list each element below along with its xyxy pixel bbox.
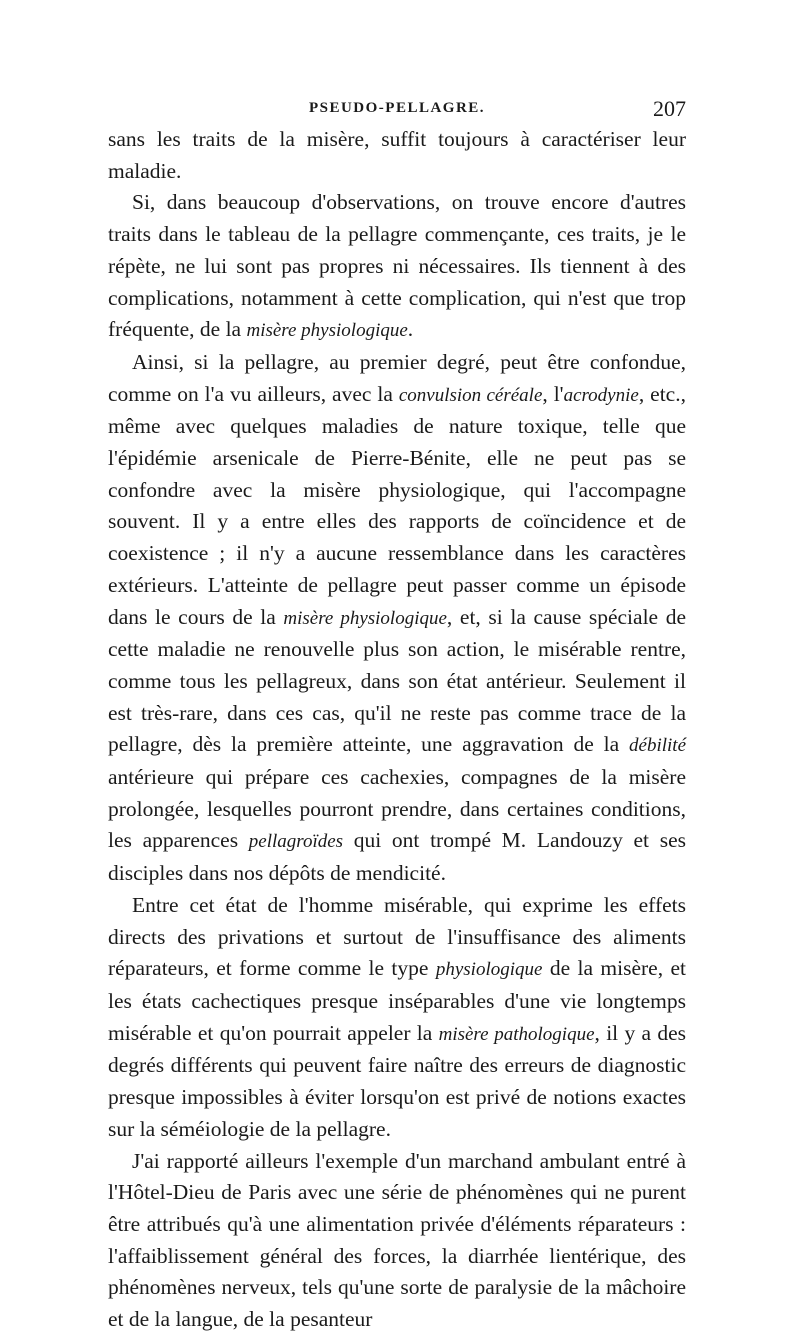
text-run: de la misère, et les états cachectiques presque inséparables d'une vie longtemps misérable et qu'on pourrait appeler la	[108, 956, 686, 1045]
paragraph	[108, 124, 686, 187]
text-run: .	[407, 317, 414, 342]
text-run: Si, dans beaucoup d'observations, on trouve encore d'autres traits dans le tableau de la pellagre commençante, ces traits, je le répète, ne lui sont pas propres ni nécessaires. Ils tiennent à des complications, notamment à cette complication, qui n'est que trop fréquente, de la	[108, 190, 686, 342]
text-run: Entre cet état de l'homme misérable, qui exprime les effets directs des privations et surtout de l'insuffisance des aliments réparateurs, et forme comme le type	[108, 892, 686, 981]
italic-term: pellagroïdes	[248, 831, 344, 853]
paragraph	[108, 890, 686, 1146]
page-number: 207	[653, 96, 686, 121]
paragraph	[108, 187, 686, 347]
italic-term: misère pathologique	[438, 1023, 595, 1045]
text-run: Ainsi, si la pellagre, au premier degré, peut être confondue, comme on l'a vu ailleurs, avec la	[108, 349, 686, 406]
page-header	[108, 96, 686, 124]
text-run: J'ai rapporté ailleurs l'exemple d'un marchand ambulant entré à l'Hôtel-Dieu de Paris avec une série de phénomènes qui ne purent être attribués qu'à une alimentation privée d'éléments réparateurs : l'affaiblissement général des forces, la diarrhée lientérique, des phénomènes nerveux, tels qu'une sorte de paralysie de la mâchoire et de la langue, de la pesanteur	[108, 1148, 686, 1332]
italic-term: débilité	[629, 735, 686, 757]
text-run: , etc., même avec quelques maladies de nature toxique, telle que l'épidémie arsenicale de Pierre-Bénite, elle ne peut pas se confondre avec la misère physiologique, qui l'accompagne souvent. Il y a entre elles des rapports de coïncidence et de coexistence ; il n'y a aucune ressemblance dans les caractères extérieurs. L'atteinte de pellagre peut passer comme un épisode dans le cours de la	[108, 381, 686, 629]
paragraph	[108, 347, 686, 890]
italic-term: physiologique	[435, 959, 543, 981]
text-run: , et, si la cause spéciale de cette maladie ne renouvelle plus son action, le misérable rentre, comme tous les pellagreux, dans son état antérieur. Seulement il est très-rare, dans ces cas, qu'il ne reste pas comme trace de la pellagre, dès la première atteinte, une aggravation de la	[108, 604, 686, 757]
text-run: sans les traits de la misère, suffit toujours à caractériser leur maladie.	[108, 127, 686, 183]
text-run: , il y a des degrés différents qui peuvent faire naître des erreurs de diagnostic presque impossibles à éviter lorsqu'on est privé de notions exactes sur la séméiologie de la pellagre.	[108, 1020, 686, 1141]
text-run: qui ont trompé M. Landouzy et ses disciples dans nos dépôts de mendicité.	[108, 828, 686, 886]
italic-term: convulsion céréale	[398, 384, 543, 406]
italic-term: misère physiologique	[246, 320, 408, 342]
italic-term: acrodynie	[563, 384, 639, 406]
text-run: , l'	[542, 381, 564, 406]
paragraph	[108, 1146, 686, 1336]
text-run: antérieure qui prépare ces cachexies, compagnes de la misère prolongée, lesquelles pourront prendre, dans certaines conditions, les apparences	[108, 765, 686, 853]
running-title: PSEUDO-PELLAGRE.	[308, 100, 486, 116]
italic-term: misère physiologique	[283, 607, 447, 629]
body-text	[108, 124, 686, 1336]
